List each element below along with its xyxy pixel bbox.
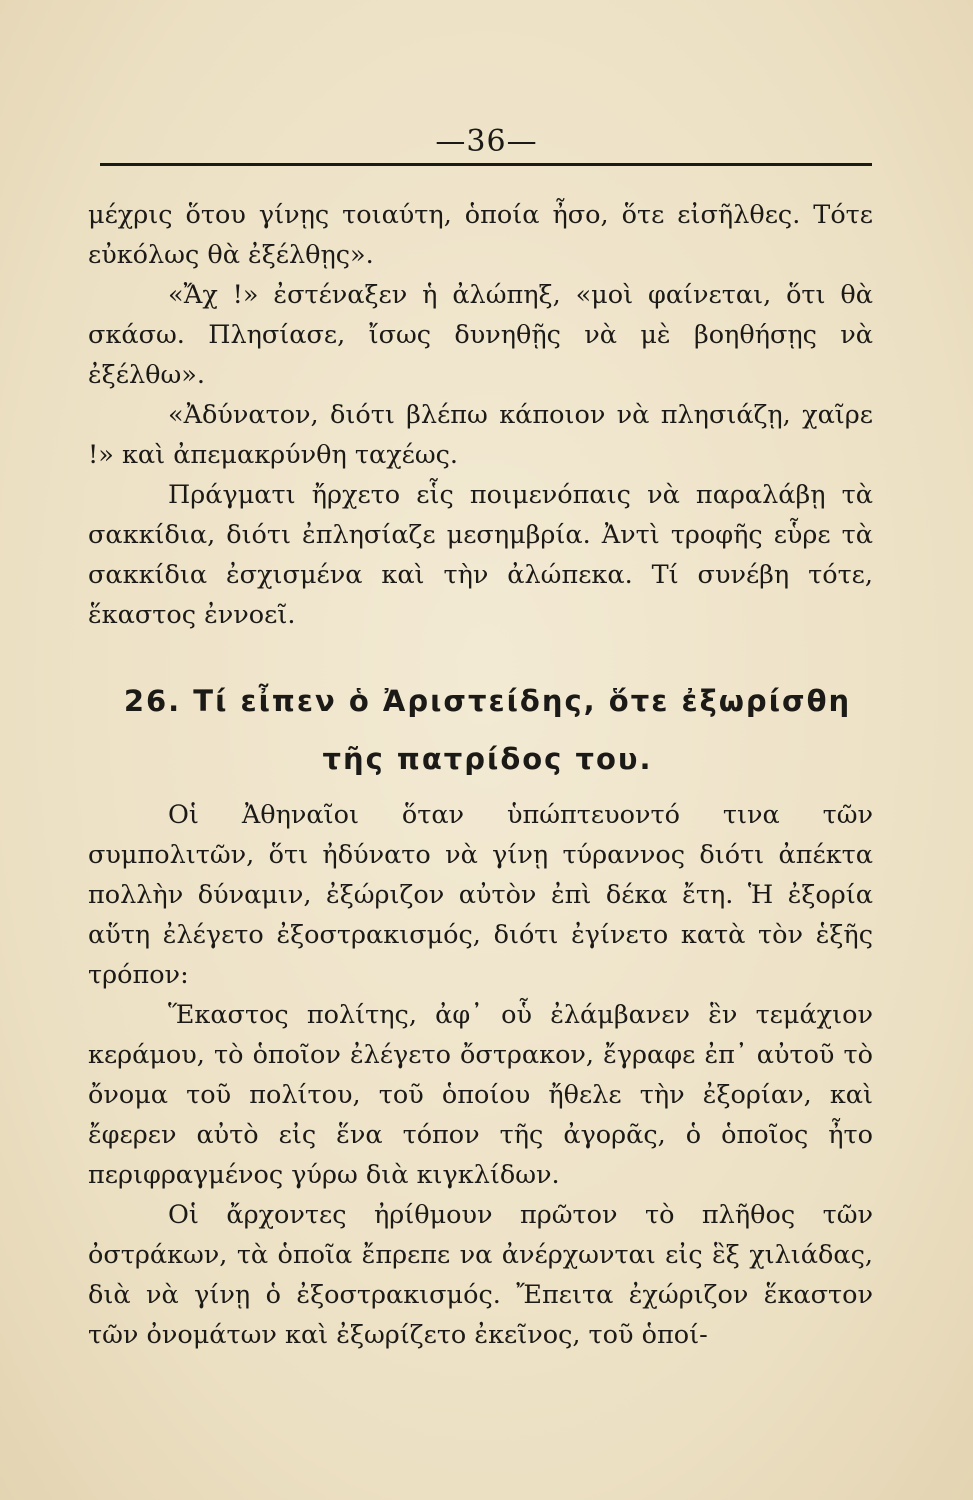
paragraph: Πράγματι ἤρχετο εἷς ποιμενόπαις νὰ παραλάβῃ τὰ σακκίδια, διότι ἐπλησίαζε μεσημβρία. Ἀντὶ τροφῆς εὗρε τὰ σακκίδια ἐσχισμένα καὶ τὴν ἀλώπεκα. Τί συνέβη τότε, ἕκαστος ἐννοεῖ.: [88, 480, 873, 630]
paragraph: Ἕκαστος πολίτης, ἀφ᾽ οὗ ἐλάμβανεν ἓν τεμάχιον κεράμου, τὸ ὁποῖον ἐλέγετο ὄστρακον, ἔγραφε ἐπ᾽ αὐτοῦ τὸ ὄνομα τοῦ πολίτου, τοῦ ὁποίου ἤθελε τὴν ἐξορίαν, καὶ ἔφερεν αὐτὸ εἰς ἕνα τόπον τῆς ἀγορᾶς, ὁ ὁποῖος ἦτο περιφραγμένος γύρω διὰ κιγκλίδων.: [88, 1000, 873, 1190]
text-block-top: [88, 195, 873, 635]
paragraph: «Ἄχ !» ἐστέναξεν ἡ ἀλώπηξ, «μοὶ φαίνεται, ὅτι θὰ σκάσω. Πλησίασε, ἴσως δυνηθῇς νὰ μὲ βοηθήσῃς νὰ ἐξέλθω».: [88, 280, 873, 390]
paragraph: Οἱ Ἀθηναῖοι ὅταν ὑπώπτευοντό τινα τῶν συμπολιτῶν, ὅτι ἠδύνατο νὰ γίνῃ τύραννος διότι ἀπέκτα πολλὴν δύναμιν, ἐξώριζον αὐτὸν ἐπὶ δέκα ἔτη. Ἡ ἐξορία αὕτη ἐλέγετο ἐξοστρακισμός, διότι ἐγίνετο κατὰ τὸν ἑξῆς τρόπον:: [88, 800, 873, 990]
paragraph-continued: μέχρις ὅτου γίνῃς τοιαύτη, ὁποία ἦσο, ὅτε εἰσῆλθες. Τότε εὐκόλως θὰ ἐξέλθῃς».: [88, 200, 873, 270]
paragraph: «Ἀδύνατον, διότι βλέπω κάποιον νὰ πλησιάζῃ, χαῖρε !» καὶ ἀπεμακρύνθη ταχέως.: [88, 400, 873, 470]
text-block-bottom: [88, 795, 873, 1355]
paragraph: Οἱ ἄρχοντες ἠρίθμουν πρῶτον τὸ πλῆθος τῶν ὀστράκων, τὰ ὁποῖα ἔπρεπε να ἀνέρχωνται εἰς ἓξ χιλιάδας, διὰ νὰ γίνῃ ὁ ἐξοστρακισμός. Ἔπειτα ἐχώριζον ἕκαστον τῶν ὀνομάτων καὶ ἐξωρίζετο ἐκεῖνος, τοῦ ὁποί-: [88, 1200, 873, 1350]
header-rule: [100, 163, 872, 166]
page-number: —36—: [435, 124, 538, 159]
section-heading: 26. Τί εἶπεν ὁ Ἀριστείδης, ὅτε ἐξωρίσθη τῆς πατρίδος του.: [123, 684, 852, 776]
